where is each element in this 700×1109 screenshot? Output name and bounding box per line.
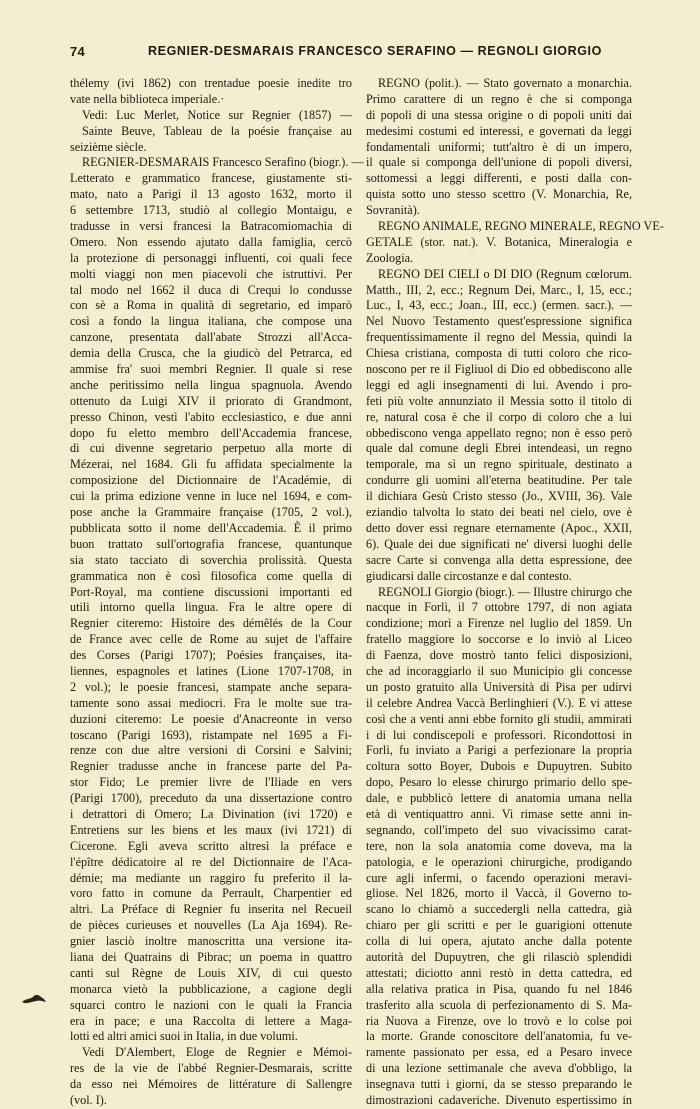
text-line: un posto gratuito alla Università di Pisa per udirvi — [366, 679, 632, 694]
text-line: Letterato e grammatico francese, giustamente sti- — [70, 171, 352, 186]
text-line: età di ventiquattro anni. Vi rimase sette anni in- — [366, 806, 632, 821]
text-line: frequentissimamente il regno del Messia, quindi la — [366, 330, 632, 345]
text-line: REGNIER-DESMARAIS Francesco Serafino (biogr.). — — [82, 155, 364, 170]
text-line: seizième siècle. — [70, 139, 147, 154]
text-line: GETALE (stor. nat.). V. Botanica, Mineralogia e — [366, 234, 632, 249]
text-line: (vol. I). — [70, 1093, 107, 1107]
page-number: 74 — [70, 44, 86, 59]
text-line: temporale, ma sì un regno spirituale, destinato a — [366, 457, 632, 472]
text-line: duzioni citeremo: Le poesie d'Anacreonte in verso — [70, 711, 352, 726]
text-line: feti più volte annunziato il Messia sotto il titolo di — [366, 393, 632, 408]
text-line: di cui divenne segretario perpetuo alla morte di — [70, 441, 352, 456]
text-line: dale, e pubblicò lettere di anatomia umana nella — [366, 791, 632, 806]
text-line: Sainte Beuve, Tableau de la poésie française au — [82, 123, 352, 138]
text-line: pose anche la Grammaire française (1705, 2 vol.), — [70, 505, 352, 520]
text-line: noscono per re il Figliuol di Dio ed obbediscono alle — [366, 362, 632, 377]
text-line: Luc., I, 43, ecc.; Joan., III, ecc.) (ermen. sacr.). — — [366, 298, 632, 313]
text-line: era in pace; e una Raccolta di lettere a Maga- — [70, 1013, 352, 1028]
text-line: res de la vie de l'abbé Regnier-Desmarais, scritte — [70, 1061, 352, 1076]
text-line: Nel Nuovo Testamento quest'espressione significa — [366, 314, 632, 329]
text-line: gnier lasciò inoltre manoscritta una versione ita- — [70, 934, 352, 949]
text-line: condurre gli uomini all'eterna beatitudine. Per tale — [366, 473, 632, 488]
text-line: tamente sono assai mediocri. Fra le molte sue tra- — [70, 695, 352, 710]
text-line: il quale si componga dell'unione di popoli diversi, — [366, 155, 632, 170]
text-line: coltura sotto Boyer, Dubois e Dupuytren. Subito — [366, 759, 632, 774]
text-line: trasferito alla scuola di perfezionamento di S. Ma- — [366, 997, 632, 1012]
text-line: mato, nato a Parigi il 13 agosto 1632, morto il — [70, 187, 352, 202]
text-line: quale dal comune degli Ebrei intendeasi, un regno — [366, 441, 632, 456]
text-line: re, natural cosa è che il corpo di coloro che a lui — [366, 409, 632, 424]
text-line: ramente passionato per essa, ed a Pesaro invece — [366, 1045, 632, 1060]
text-line: utili intorno quella lingua. Fra le altre opere di — [70, 600, 352, 615]
text-line: nacque in Forlì, il 7 ottobre 1797, di non agiata — [366, 600, 632, 615]
text-line: gliose. Nel 1826, morto il Vaccà, il Governo to- — [366, 886, 632, 901]
text-line: voro fatto in comune da Perrault, Charpentier ed — [70, 886, 352, 901]
text-line: renze con due altre versioni di Corsini e Salvini; — [70, 743, 352, 758]
text-line: l'épître dédicatoire al re del Dictionnaire de l'Aca- — [70, 854, 352, 869]
text-line: Mézerai, nel 1684. Gli fu affidata specialmente la — [70, 457, 352, 472]
text-line: Matth., III, 2, ecc.; Regnum Dei, Marc., I, 15, ecc.; — [366, 282, 632, 297]
text-line: la protezione di personaggi influenti, coi quali fece — [70, 250, 352, 265]
text-line: Omero. Non essendo ajutato dalla famiglia, cercò — [70, 234, 352, 249]
left-column — [70, 76, 364, 1109]
text-line: REGNO DEI CIELI o DI DIO (Regnum cœlorum. — [378, 266, 632, 281]
text-line: condizione; morì a Firenze nel luglio del 1859. Un — [366, 616, 632, 631]
text-line: quista sotto uno stesso scettro (V. Monarchia, Re, — [366, 187, 632, 202]
text-line: de pièces curieuses et nouvelles (La Aja 1694). Re- — [70, 918, 352, 933]
text-line: i di lui condiscepoli e professori. Ricondottosi in — [366, 727, 632, 742]
text-line: Entretiens sur les biens et les maux (ivi 1721) di — [70, 822, 352, 837]
text-line: presso Chinon, vestì l'abito ecclesiastico, e due anni — [70, 409, 352, 424]
text-line: sia stato tacciato di soverchia prolissità. Questa — [70, 552, 352, 567]
text-line: Vedi: Luc Merlet, Notice sur Regnier (1857) — — [82, 107, 352, 122]
text-line: con sè a Roma in qualità di segretario, ed imparò — [70, 298, 352, 313]
text-line: ammise fra' suoi membri Regnier. Il quale si rese — [70, 362, 352, 377]
text-line: patologia, e le operazioni chirurgiche, prodigando — [366, 854, 632, 869]
text-line: cure agli infermi, o facendo operazioni meravi- — [366, 870, 632, 885]
text-line: Sovranità). — [366, 203, 420, 218]
text-line: Primo carattere di un regno è che si componga — [366, 91, 632, 106]
text-line: buon trattato sull'ortografia francese, quantunque — [70, 536, 352, 551]
text-line: lotti ed altri amici suoi in Italia, in due volumi. — [70, 1029, 298, 1044]
text-line: monarca vietò la pubblicazione, a cagione degli — [70, 981, 352, 996]
text-line: des Corses (Parigi 1707); Poésies françaises, ita- — [70, 648, 352, 663]
text-line: dopo, Pesaro lo elesse chirurgo primario dello spe- — [366, 775, 632, 790]
text-line: giudicarsi dalle circostanze e dal contesto. — [366, 568, 572, 583]
text-line: (Parigi 1700), preceduto da una dissertazione contro — [70, 791, 352, 806]
ink-blot-ornament — [20, 988, 48, 1006]
text-line: vate nella biblioteca imperiale.· — [70, 91, 225, 106]
text-line: dopo fu eletto membro dell'Accademia francese, — [70, 425, 352, 440]
text-line: REGNO ANIMALE, REGNO MINERALE, REGNO VE- — [378, 219, 664, 234]
text-line: leggi ed agli insegnamenti di lui. Avendo i pro- — [366, 377, 632, 392]
text-line: Regnier tradusse anche in francese parte del Pa- — [70, 759, 352, 774]
text-line: 2 vol.); le poesie francesi, stampate anche separa- — [70, 679, 352, 694]
text-line: insegnava tutti i giorni, da se stesso preparando le — [366, 1077, 632, 1092]
text-line: fondamentali uniformi; tutt'altro è di un impero, — [366, 139, 632, 154]
text-line: thélemy (ivi 1862) con trentadue poesie inedite tro — [70, 76, 352, 90]
text-line: chiaro per gli scritti e per le guarigioni ottenute — [366, 918, 632, 933]
text-line: pubblicata sotto il nome dell'Accademia. È il primo — [70, 520, 352, 535]
text-line: Vedi D'Alembert, Eloge de Regnier e Mémoi- — [82, 1045, 352, 1060]
right-column — [366, 76, 664, 1109]
text-line: Regnier citeremo: Histoire des démêlés de la Cour — [70, 616, 352, 631]
text-line: autorità del Dupuytren, che gli rilasciò splendidi — [366, 949, 632, 964]
text-line: liana dei Quatrains di Pibrac; un poema in quattro — [70, 949, 352, 964]
text-line: Chiesa cristiana, composta di tutti coloro che rico- — [366, 346, 632, 361]
text-line: grammatica non è così filosofica come quella di — [70, 568, 352, 583]
text-line: toscano (Parigi 1693), ristampate nel 1695 a Fi- — [70, 727, 352, 742]
text-line: altri. La Préface di Regnier fu inserita nel Recueil — [70, 902, 352, 917]
text-line: molti viaggi non men piacevoli che istruttivi. Per — [70, 266, 352, 281]
text-line: che ad incoraggiarlo il suo Municipio gli concesse — [366, 663, 632, 678]
text-line: da esso nei Mémoires de littérature di Sallengre — [70, 1077, 352, 1092]
text-line: il celebre Andrea Vaccà Berlinghieri (V.). E vi attese — [366, 695, 632, 710]
text-line: di una lezione settimanale che aveva d'obbligo, la — [366, 1061, 632, 1076]
text-line: così che a venti anni ebbe fornito gli studii, ammirati — [366, 711, 632, 726]
text-line: il dichiara Gesù Cristo stesso (Jo., XVIII, 36). Vale — [366, 489, 632, 504]
text-line: ottenuto da Luigi XIV il priorato di Grandmont, — [70, 393, 352, 408]
text-line: alla relativa pratica in Pisa, quando fu nel 1846 — [366, 981, 632, 996]
text-line: detto dover essi regnare eternamente (Apoc., XXII, — [366, 520, 632, 535]
text-line: medesimi costumi ed interessi, e governati da leggi — [366, 123, 632, 138]
text-line: anche peritissimo nella lingua spagnuola. Avendo — [70, 377, 352, 392]
text-line: demia della Crusca, che la giudicò del Petrarca, ed — [70, 346, 352, 361]
text-line: de France avec celle de Rome au sujet de l'affaire — [70, 632, 352, 647]
text-line: démie; ma mediante un raggiro fu preferito il la- — [70, 870, 352, 885]
text-line: così a fondo la lingua italiana, che compose una — [70, 314, 352, 329]
text-line: scano lo chiamò a succedergli nella cattedra, già — [366, 902, 632, 917]
text-line: 6 settembre 1713, studiò al collegio Montaigu, e — [70, 203, 352, 218]
text-line: Zoologia. — [366, 250, 414, 265]
text-line: sottomessi a leggi differenti, e posti dalla con- — [366, 171, 632, 186]
text-line: 6). Quale dei due significati ne' diversi luoghi delle — [366, 536, 632, 551]
text-line: tradusse in versi francesi la Batracomiomachia di — [70, 219, 352, 234]
text-line: stor Fido; Le premier livre de l'Iliade en vers — [70, 775, 352, 790]
text-line: eziandio talvolta lo stato dei beati nel cielo, ove è — [366, 505, 632, 520]
running-title: REGNIER-DESMARAIS FRANCESCO SERAFINO — REGNOLI GIORGIO — [148, 44, 602, 58]
text-line: Port-Royal, ma contiene discussioni importanti ed — [70, 584, 352, 599]
text-line: REGNO (polit.). — Stato governato a monarchia. — [378, 76, 632, 90]
text-line: di Faenza, dove mostrò tanto felici disposizioni, — [366, 648, 632, 663]
text-line: REGNOLI Giorgio (biogr.). — Illustre chirurgo che — [378, 584, 632, 599]
text-line: squarci contro le nazioni con le quali la Francia — [70, 997, 352, 1012]
text-line: sacre Carte si convenga alla detta espressione, dee — [366, 552, 632, 567]
text-line: ria Nuova a Firenze, ove lo trovò e lo colse poi — [366, 1013, 632, 1028]
text-line: Forlì, fu inviato a Parigi a perfezionare la propria — [366, 743, 632, 758]
text-line: canti sul Règne de Louis XIV, di cui questo — [70, 965, 352, 980]
text-line: canzone, presentata dall'abate Strozzi all'Acca- — [70, 330, 352, 345]
text-line: liennes, espagnoles et latines (Lione 1707-1708, in — [70, 663, 352, 678]
text-line: tere, non la sola anatomia come doveva, ma la — [366, 838, 632, 853]
text-line: la morte. Grande conoscitore dell'anatomia, fu ve- — [366, 1029, 632, 1044]
text-line: di popoli di una stessa origine o di popoli uniti dai — [366, 107, 632, 122]
text-line: cui la prima edizione venne in luce nel 1694, e com- — [70, 489, 352, 504]
text-line: i detrattori di Omero; La Divination (ivi 1720) e — [70, 806, 352, 821]
text-line: tal modo nel 1662 il duca di Crequi lo condusse — [70, 282, 352, 297]
text-line: dimostrazioni cadaveriche. Divenuto espertissimo in — [366, 1093, 632, 1107]
text-line: obbediscono venga appellato regno; non è esso però — [366, 425, 632, 440]
text-line: attestati; diciotto anni restò in detta cattedra, ed — [366, 965, 632, 980]
text-line: Cicerone. Egli aveva scritto altresì la préface e — [70, 838, 352, 853]
text-line: fratello maggiore lo soccorse e lo inviò al Liceo — [366, 632, 632, 647]
text-line: composizione del Dictionnaire de l'Académie, di — [70, 473, 352, 488]
text-line: colla di lui opera, ajutato anche dalla potente — [366, 934, 632, 949]
page-header — [68, 44, 628, 62]
text-line: segnando, coll'impeto del suo vivacissimo carat- — [366, 822, 632, 837]
